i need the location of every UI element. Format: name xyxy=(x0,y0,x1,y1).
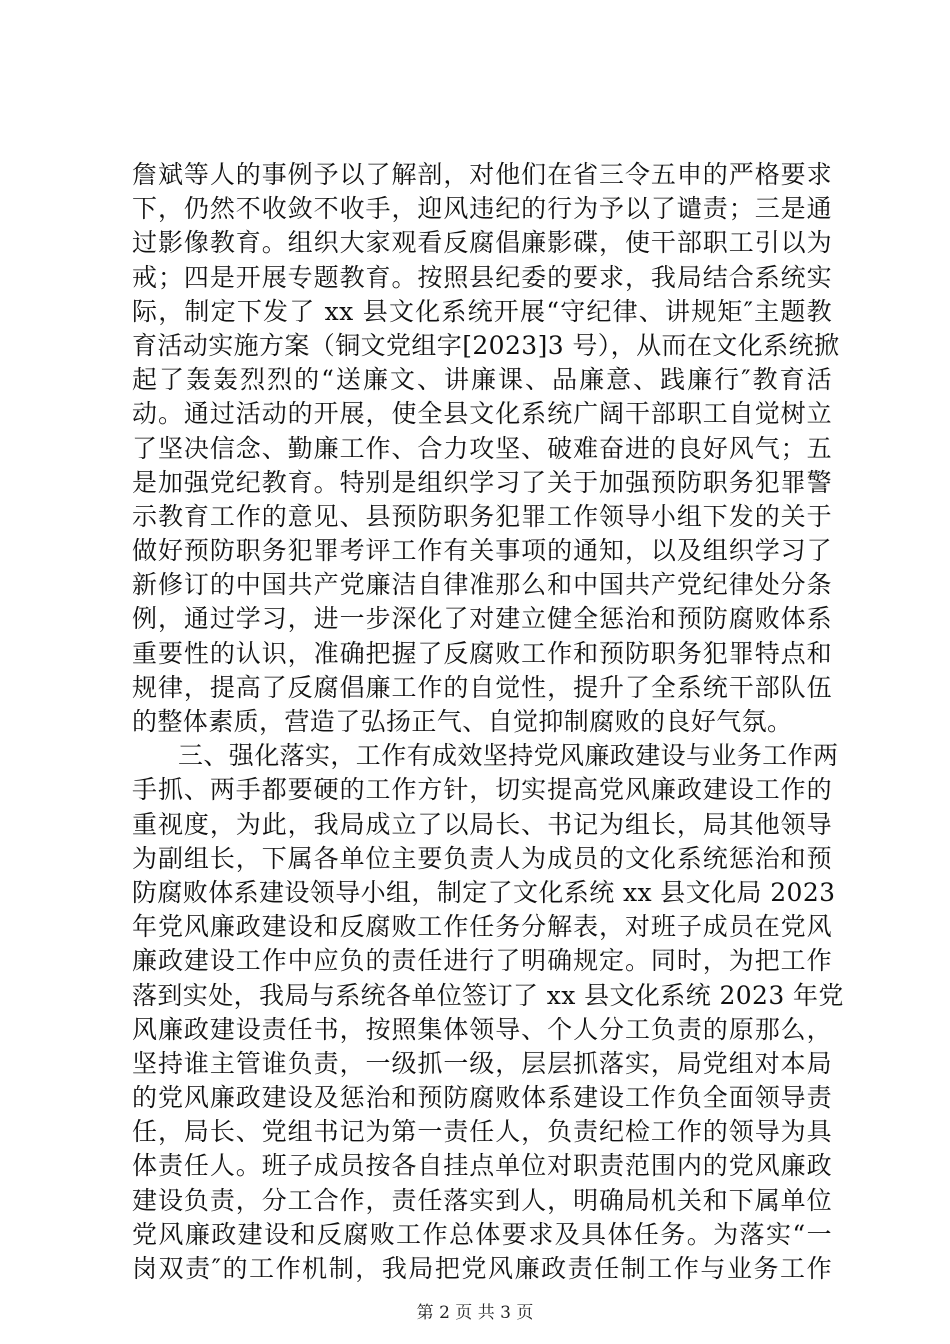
text-line: 过影像教育。组织大家观看反腐倡廉影碟，使干部职工引以为 xyxy=(132,228,832,258)
text-line: 例，通过学习，进一步深化了对建立健全惩治和预防腐败体系 xyxy=(132,604,832,634)
text-line: 重视度，为此，我局成立了以局长、书记为组长，局其他领导 xyxy=(132,809,832,839)
text-line: 了坚决信念、勤廉工作、合力攻坚、破难奋进的良好风气；五 xyxy=(132,433,832,463)
text-line: 廉政建设工作中应负的责任进行了明确规定。同时，为把工作 xyxy=(132,946,832,976)
paragraph-1 xyxy=(132,158,840,739)
text-line: 坚持谁主管谁负责，一级抓一级，层层抓落实，局党组对本局 xyxy=(132,1048,832,1078)
text-line: 防腐败体系建设领导小组，制定了文化系统 xx 县文化局 2023 xyxy=(132,877,836,907)
body-text xyxy=(132,158,844,1286)
text-line: 体责任人。班子成员按各自挂点单位对职责范围内的党风廉政 xyxy=(132,1151,832,1181)
text-line: 任，局长、党组书记为第一责任人，负责纪检工作的领导为具 xyxy=(132,1117,832,1147)
text-line: 詹斌等人的事例予以了解剖，对他们在省三令五申的严格要求 xyxy=(132,160,832,189)
text-line: 的整体素质，营造了弘扬正气、自觉抑制腐败的良好气氛。 xyxy=(132,707,793,736)
text-line: 风廉政建设责任书，按照集体领导、个人分工负责的原那么， xyxy=(132,1014,832,1044)
text-line: 育活动实施方案（铜文党组字[2023]3 号），从而在文化系统掀 xyxy=(132,330,840,360)
text-line: 做好预防职务犯罪考评工作有关事项的通知，以及组织学习了 xyxy=(132,536,832,566)
text-line: 建设负责，分工合作，责任落实到人，明确局机关和下属单位 xyxy=(132,1185,832,1215)
text-line: 年党风廉政建设和反腐败工作任务分解表，对班子成员在党风 xyxy=(132,912,832,942)
text-line: 戒；四是开展专题教育。按照县纪委的要求，我局结合系统实 xyxy=(132,262,832,292)
text-line: 示教育工作的意见、县预防职务犯罪工作领导小组下发的关于 xyxy=(132,501,832,531)
text-line: 为副组长，下属各单位主要负责人为成员的文化系统惩治和预 xyxy=(132,843,832,873)
text-line: 动。通过活动的开展，使全县文化系统广阔干部职工自觉树立 xyxy=(132,399,832,429)
text-line: 起了轰轰烈烈的“送廉文、讲廉课、品廉意、践廉行″教育活 xyxy=(132,365,832,395)
text-line: 手抓、两手都要硬的工作方针，切实提高党风廉政建设工作的 xyxy=(132,775,832,805)
text-line: 三、强化落实，工作有成效坚持党风廉政建设与业务工作两 xyxy=(178,741,839,771)
text-line: 重要性的认识，准确把握了反腐败工作和预防职务犯罪特点和 xyxy=(132,638,832,668)
text-line: 落到实处，我局与系统各单位签订了 xx 县文化系统 2023 年党 xyxy=(132,980,844,1010)
text-line: 是加强党纪教育。特别是组织学习了关于加强预防职务犯罪警 xyxy=(132,467,832,497)
text-line: 的党风廉政建设及惩治和预防腐败体系建设工作负全面领导责 xyxy=(132,1083,832,1113)
text-line: 岗双责″的工作机制，我局把党风廉政责任制工作与业务工作 xyxy=(132,1254,832,1283)
text-line: 党风廉政建设和反腐败工作总体要求及具体任务。为落实“一 xyxy=(132,1219,832,1249)
paragraph-2 xyxy=(132,739,844,1286)
text-line: 规律，提高了反腐倡廉工作的自觉性，提升了全系统干部队伍 xyxy=(132,672,832,702)
page-footer: 第 2 页 共 3 页 xyxy=(416,1303,534,1323)
text-line: 下，仍然不收敛不收手，迎风违纪的行为予以了谴责；三是通 xyxy=(132,194,832,224)
text-line: 新修订的中国共产党廉洁自律准那么和中国共产党纪律处分条 xyxy=(132,570,832,600)
text-line: 际，制定下发了 xx 县文化系统开展“守纪律、讲规矩″主题教 xyxy=(132,296,832,326)
